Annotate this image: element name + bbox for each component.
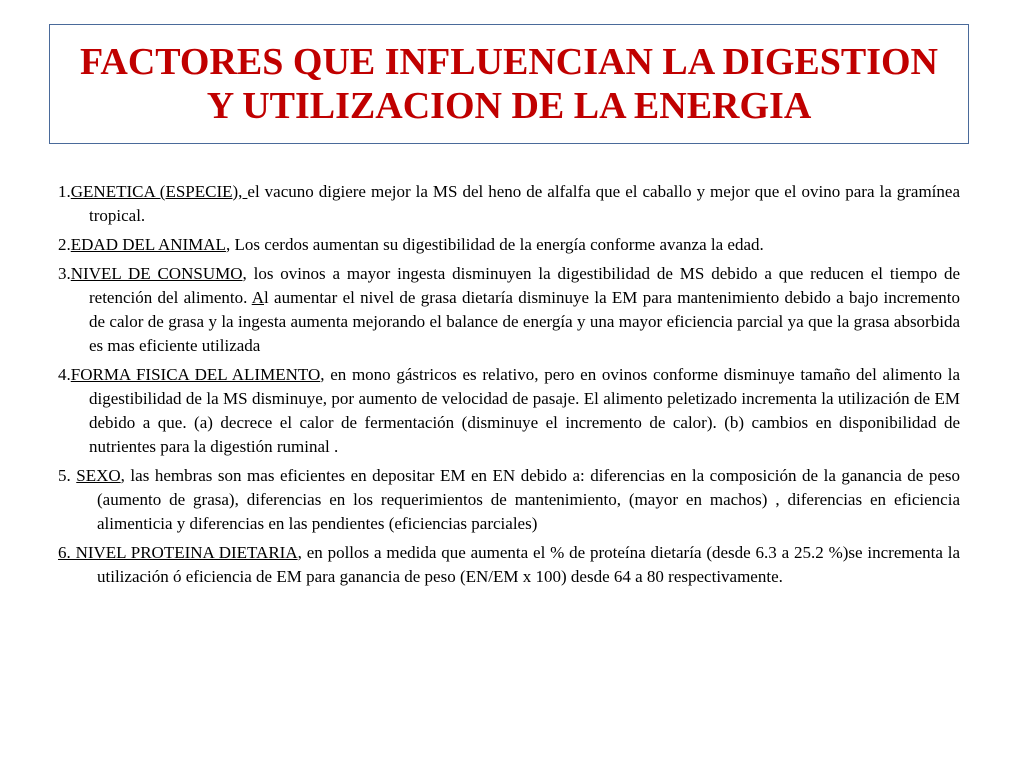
item-number: 1. (58, 182, 71, 201)
item-text: el vacuno digiere mejor la MS del heno de alfalfa que el caballo y mejor que el ovino para la gramínea tropical. (89, 182, 960, 225)
item-underlined-letter: A (251, 288, 264, 307)
factor-item-physical-form (58, 363, 960, 459)
item-text: , Los cerdos aumentan su digestibilidad de la energía conforme avanza la edad. (225, 235, 764, 254)
item-text: , en mono gástricos es relativo, pero en ovinos conforme disminuye tamaño del alimento la digestibilidad de la MS disminuye, por aumento de velocidad de pasaje. El alimento peletizado incrementa la utilización de EM debido a que. (a) decrece el calor de fermentación (disminuye el incremento de calor). (b) cambios en disponibilidad de nutrientes para la digestión ruminal . (89, 365, 960, 456)
item-text: , las hembras son mas eficientes en depositar EM en EN debido a: diferencias en la composición de la ganancia de peso (aumento de grasa), diferencias en los requerimientos de mantenimiento, (mayor en machos) , diferencias en eficiencia alimenticia y diferencias en las pendientes (eficiencias parciales) (97, 466, 961, 533)
item-text-continued: l aumentar el nivel de grasa dietaría disminuye la EM para mantenimiento debido a bajo incremento de calor de grasa y la ingesta aumenta mejorando el balance de energía y una mayor eficiencia parcial ya que la grasa absorbida es mas eficiente utilizada (89, 288, 961, 355)
factor-item-age (58, 233, 960, 257)
factor-item-intake-level (58, 262, 960, 358)
title-box (49, 24, 969, 144)
item-heading: NIVEL DE CONSUMO (70, 264, 243, 283)
item-text: , los ovinos a mayor ingesta disminuyen la digestibilidad de MS debido a que reducen el tiempo de retención del alimento. (89, 264, 960, 307)
factor-item-protein-level (58, 541, 960, 589)
slide-title (80, 40, 938, 128)
item-heading: FORMA FISICA DEL ALIMENTO (70, 365, 321, 384)
factors-list (58, 180, 960, 594)
item-heading: GENETICA (ESPECIE), (70, 182, 248, 201)
title-line-1: FACTORES QUE INFLUENCIAN LA DIGESTION (80, 41, 938, 83)
item-number: 5. (58, 466, 77, 485)
item-heading: EDAD DEL ANIMAL (70, 235, 226, 254)
item-number: 2. (58, 235, 71, 254)
factor-item-genetics (58, 180, 960, 228)
item-heading: 6. NIVEL PROTEINA DIETARIA (58, 543, 298, 562)
item-text: , en pollos a medida que aumenta el % de proteína dietaría (desde 6.3 a 25.2 %)se incrementa la utilización ó eficiencia de EM para ganancia de peso (EN/EM x 100) desde 64 a 80 respectivamente. (97, 543, 960, 586)
title-line-2: Y UTILIZACION DE LA ENERGIA (206, 85, 812, 127)
item-heading: SEXO (76, 466, 121, 485)
item-number: 3. (58, 264, 71, 283)
factor-item-sex (58, 464, 960, 536)
item-number: 4. (58, 365, 71, 384)
